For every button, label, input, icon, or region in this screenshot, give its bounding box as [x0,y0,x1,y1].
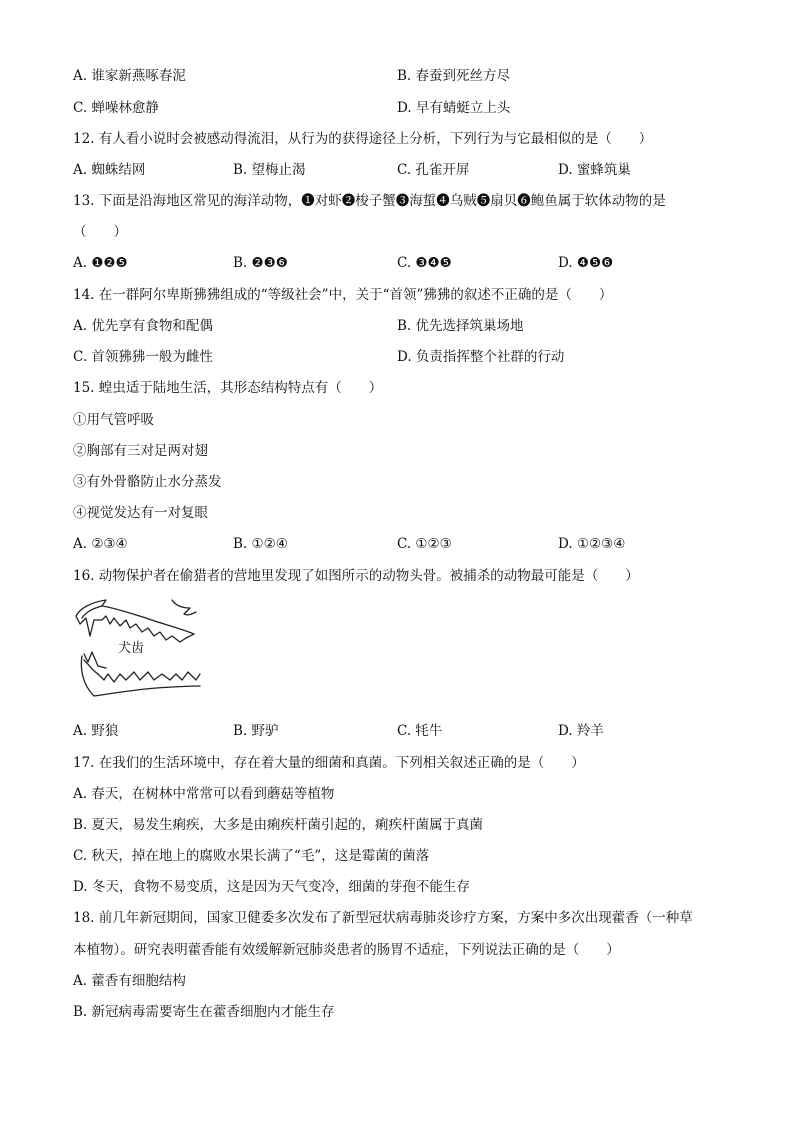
q16-option-b: B. 野驴 [233,723,279,739]
q11-option-c: C. 蝉噪林愈静 [73,100,159,116]
q16-option-c: C. 牦牛 [397,723,443,739]
q15-item-1: ①用气管呼吸 [73,412,154,428]
q18-stem-continuation: 本植物）。研究表明藿香能有效缓解新冠肺炎患者的肠胃不适症，下列说法正确的是（ ） [73,942,620,958]
q15-option-d: D. ①②③④ [558,536,626,552]
q13-stem: 13. 下面是沿海地区常见的海洋动物，❶对虾❷梭子蟹❸海蜇❹乌贼❺扇贝❻鲍鱼属于软体动物的是 [73,193,666,209]
q15-stem: 15. 蝗虫适于陆地生活，其形态结构特点有（ ） [73,380,383,396]
q11-option-b: B. 春蚕到死丝方尽 [397,68,511,84]
q14-option-d: D. 负责指挥整个社群的行动 [397,349,565,365]
q14-option-c: C. 首领狒狒一般为雌性 [73,349,213,365]
q15-item-3: ③有外骨骼防止水分蒸发 [73,474,222,490]
q12-option-d: D. 蜜蜂筑巢 [558,162,631,178]
skull-figure [72,594,202,706]
q17-option-c: C. 秋天，掉在地上的腐败水果长满了“毛”，这是霉菌的菌落 [73,848,430,864]
q14-option-b: B. 优先选择筑巢场地 [397,318,524,334]
q12-option-a: A. 蜘蛛结网 [73,162,146,178]
q13-option-d: D. ❹❺❻ [558,255,614,271]
q17-stem: 17. 在我们的生活环境中，存在着大量的细菌和真菌。下列相关叙述正确的是（ ） [73,755,585,771]
q18-option-a: A. 藿香有细胞结构 [73,973,186,989]
q17-option-d: D. 冬天，食物不易变质，这是因为天气变冷，细菌的芽孢不能生存 [73,879,470,895]
q15-option-c: C. ①②③ [397,536,452,552]
q13-option-c: C. ❸❹❺ [397,255,452,271]
q18-option-b: B. 新冠病毒需要寄生在藿香细胞内才能生存 [73,1004,335,1020]
q15-option-b: B. ①②④ [233,536,288,552]
q16-option-a: A. 野狼 [73,723,119,739]
q13-option-b: B. ❷❸❻ [233,255,288,271]
q16-option-d: D. 羚羊 [558,723,604,739]
q15-item-2: ②胸部有三对足两对翅 [73,443,208,459]
q14-option-a: A. 优先享有食物和配偶 [73,318,213,334]
canine-label: 犬齿 [118,641,145,656]
q12-stem: 12. 有人看小说时会被感动得流泪，从行为的获得途径上分析，下列行为与它最相似的是（ ） [73,131,653,147]
q11-option-d: D. 早有蜻蜓立上头 [397,100,511,116]
q15-item-4: ④视觉发达有一对复眼 [73,505,208,521]
q14-stem: 14. 在一群阿尔卑斯狒狒组成的“等级社会”中，关于“首领”狒狒的叙述不正确的是（ ） [73,287,613,303]
q17-option-a: A. 春天，在树林中常常可以看到蘑菇等植物 [73,786,335,802]
q13-option-a: A. ❶❷❺ [73,255,128,271]
q12-option-c: C. 孔雀开屏 [397,162,470,178]
q18-stem: 18. 前几年新冠期间，国家卫健委多次发布了新型冠状病毒肺炎诊疗方案，方案中多次出现藿香（一种草 [73,910,693,926]
q16-stem: 16. 动物保护者在偷猎者的营地里发现了如图所示的动物头骨。被捕杀的动物最可能是（ ） [73,568,639,584]
q11-option-a: A. 谁家新燕啄春泥 [73,68,186,84]
q17-option-b: B. 夏天，易发生痢疾，大多是由痢疾杆菌引起的，痢疾杆菌属于真菌 [73,817,484,833]
q15-option-a: A. ②③④ [73,536,128,552]
q13-stem-continuation: （ ） [73,224,127,240]
q12-option-b: B. 望梅止渴 [233,162,306,178]
